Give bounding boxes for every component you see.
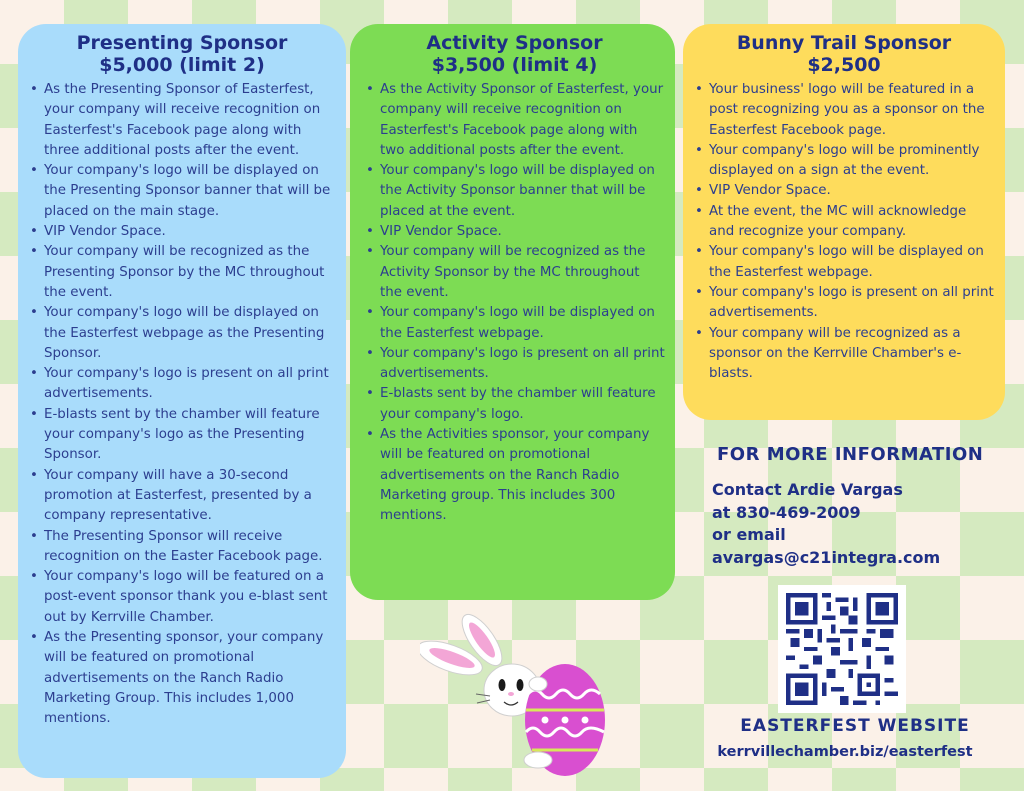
list-item: • At the event, the MC will acknowledge and recognize your company. xyxy=(693,202,995,243)
bunny-price: $2,500 xyxy=(807,54,881,76)
more-info-heading: FOR MORE INFORMATION xyxy=(717,444,984,465)
presenting-price: $5,000 (limit 2) xyxy=(99,54,265,76)
more-information-section xyxy=(700,444,1000,569)
qr-code-icon[interactable] xyxy=(778,585,906,713)
list-item: • Your company will have a 30-second promotion at Easterfest, presented by a company representative. xyxy=(28,466,336,527)
list-item: • Your company's logo will be displayed on the Easterfest webpage. xyxy=(693,242,995,283)
list-item: • Your company's logo is present on all print advertisements. xyxy=(693,283,995,324)
list-item: • Your company will be recognized as a sponsor on the Kerrville Chamber's e-blasts. xyxy=(693,324,995,385)
contact-line: Contact Ardie Vargas xyxy=(712,480,903,499)
list-item: • Your company's logo is present on all print advertisements. xyxy=(364,344,665,385)
website-link[interactable]: kerrvillechamber.biz/easterfest xyxy=(717,744,973,760)
list-item: • Your company's logo will be featured on a post-event sponsor thank you e-blast sent out by Kerrville Chamber. xyxy=(28,567,336,628)
list-item: • As the Activities sponsor, your company will be featured on promotional advertisements on the Ranch Radio Marketing group. This includes 300 mentions. xyxy=(364,425,665,526)
list-item: • Your company's logo will be displayed on the Easterfest webpage as the Presenting Sponsor. xyxy=(28,303,336,364)
presenting-benefits-list xyxy=(28,80,336,730)
list-item: • As the Activity Sponsor of Easterfest, your company will receive recognition on Easterfest's Facebook page along with two additional posts after the event. xyxy=(364,80,665,161)
bunny-benefits-list xyxy=(693,80,995,384)
contact-block xyxy=(700,479,1000,569)
list-item: • The Presenting Sponsor will receive recognition on the Easter Facebook page. xyxy=(28,527,336,568)
bunny-title: Bunny Trail Sponsor xyxy=(736,32,952,54)
list-item: • Your business' logo will be featured in a post recognizing you as a sponsor on the Easterfest Facebook page. xyxy=(693,80,995,141)
activity-price: $3,500 (limit 4) xyxy=(431,54,598,76)
presenting-sponsor-panel xyxy=(18,24,346,778)
list-item: • Your company's logo will be displayed on the Activity Sponsor banner that will be placed at the event. xyxy=(364,161,665,222)
list-item: • As the Presenting Sponsor of Easterfest, your company will receive recognition on Easterfest's Facebook page along with three additional posts after the event. xyxy=(28,80,336,161)
contact-phone: at 830-469-2009 xyxy=(712,502,861,522)
list-item: • Your company will be recognized as the Activity Sponsor by the MC throughout the event. xyxy=(364,242,665,303)
easter-bunny-egg-icon xyxy=(420,610,620,790)
website-heading: EASTERFEST WEBSITE xyxy=(740,716,970,736)
list-item: • Your company's logo is present on all print advertisements. xyxy=(28,364,336,405)
list-item: • Your company will be recognized as the Presenting Sponsor by the MC throughout the event. xyxy=(28,242,336,303)
list-item: • E-blasts sent by the chamber will feature your company's logo as the Presenting Sponsor. xyxy=(28,405,336,466)
list-item: • Your company's logo will be displayed on the Presenting Sponsor banner that will be placed on the main stage. xyxy=(28,161,336,222)
contact-line: or email xyxy=(712,525,786,544)
list-item: • Your company's logo will be displayed on the Easterfest webpage. xyxy=(364,303,665,344)
list-item: • VIP Vendor Space. xyxy=(28,222,336,242)
activity-benefits-list xyxy=(364,80,665,527)
list-item: • E-blasts sent by the chamber will feature your company's logo. xyxy=(364,384,665,425)
list-item: • VIP Vendor Space. xyxy=(364,222,665,242)
presenting-title: Presenting Sponsor xyxy=(76,32,288,54)
contact-email[interactable]: avargas@c21integra.com xyxy=(712,547,941,567)
list-item: • Your company's logo will be prominently displayed on a sign at the event. xyxy=(693,141,995,182)
list-item: • VIP Vendor Space. xyxy=(693,181,995,201)
list-item: • As the Presenting sponsor, your company will be featured on promotional advertisements on the Ranch Radio Marketing Group. This includes 1,000 mentions. xyxy=(28,628,336,729)
activity-title: Activity Sponsor xyxy=(426,32,603,54)
activity-sponsor-panel xyxy=(350,24,675,600)
bunny-trail-sponsor-panel xyxy=(683,24,1005,420)
